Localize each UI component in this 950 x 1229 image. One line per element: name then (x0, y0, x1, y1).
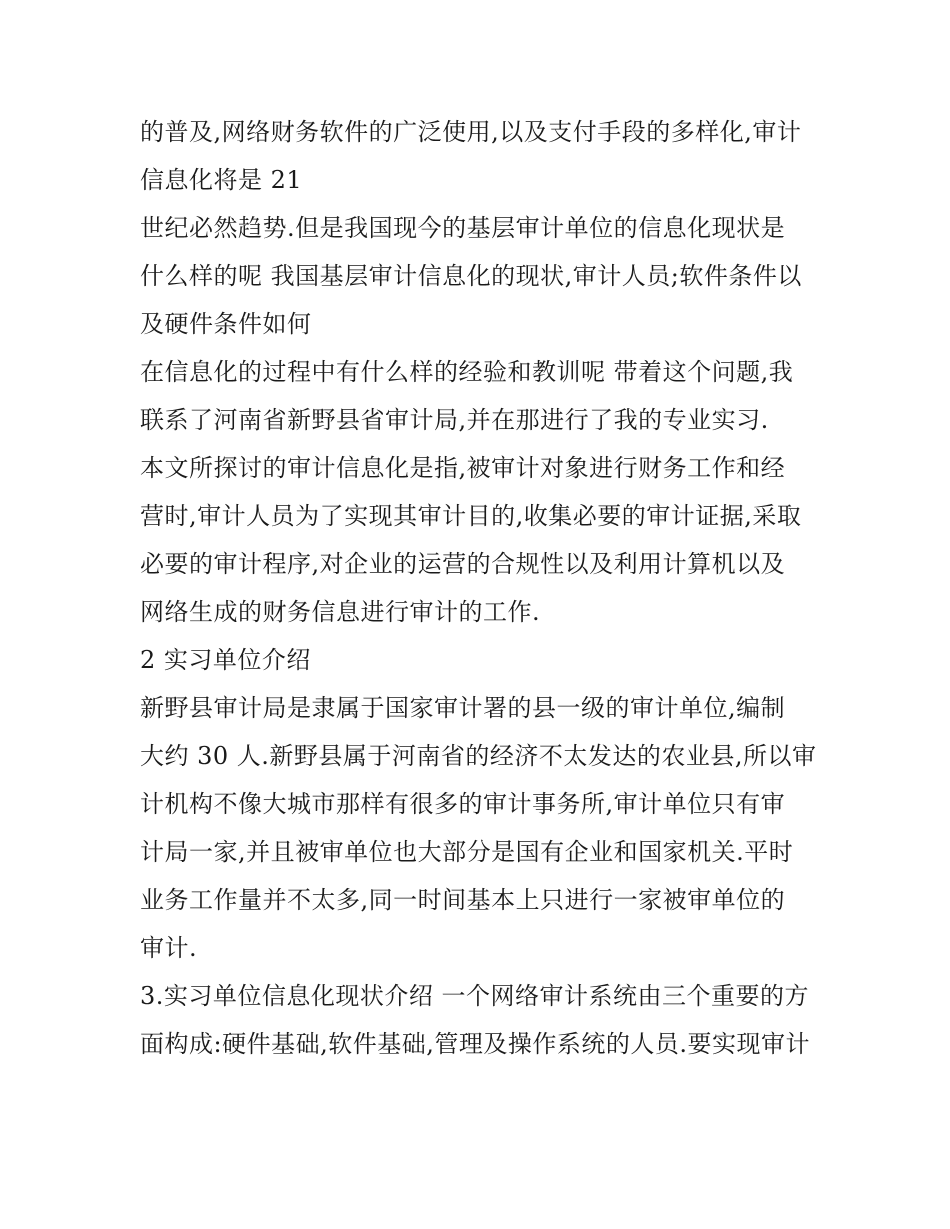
text-line: 新野县审计局是隶属于国家审计署的县一级的审计单位,编制 (140, 694, 786, 722)
text-line: 联系了河南省新野县省审计局,并在那进行了我的专业实习. (140, 406, 769, 434)
text-line: 的普及,网络财务软件的广泛使用,以及支付手段的多样化,审计 (140, 118, 802, 146)
text-line: 营时,审计人员为了实现其审计目的,收集必要的审计证据,采取 (140, 502, 802, 530)
text-line: 世纪必然趋势.但是我国现今的基层审计单位的信息化现状是 (140, 214, 786, 242)
text-line: 信息化将是 21 (140, 166, 303, 194)
document-body (140, 108, 820, 1068)
text-line: 及硬件条件如何 (140, 310, 312, 338)
text-line: 计机构不像大城市那样有很多的审计事务所,审计单位只有审 (140, 790, 786, 818)
text-line: 在信息化的过程中有什么样的经验和教训呢 带着这个问题,我 (140, 358, 794, 386)
text-line: 计局一家,并且被审单位也大部分是国有企业和国家机关.平时 (140, 838, 794, 866)
text-line: 审计. (140, 934, 198, 962)
text-line: 面构成:硬件基础,软件基础,管理及操作系统的人员.要实现审计 (140, 1030, 810, 1058)
section-heading: 3.实习单位信息化现状介绍 一个网络审计系统由三个重要的方 (140, 982, 810, 1010)
text-line: 网络生成的财务信息进行审计的工作. (140, 598, 541, 626)
text-line: 大约 30 人.新野县属于河南省的经济不太发达的农业县,所以审 (140, 742, 817, 770)
text-line: 本文所探讨的审计信息化是指,被审计对象进行财务工作和经 (140, 454, 786, 482)
text-line: 业务工作量并不太多,同一时间基本上只进行一家被审单位的 (140, 886, 786, 914)
text-line: 什么样的呢 我国基层审计信息化的现状,审计人员;软件条件以 (140, 262, 802, 290)
text-line: 必要的审计程序,对企业的运营的合规性以及利用计算机以及 (140, 550, 786, 578)
section-heading: 2 实习单位介绍 (140, 646, 311, 674)
